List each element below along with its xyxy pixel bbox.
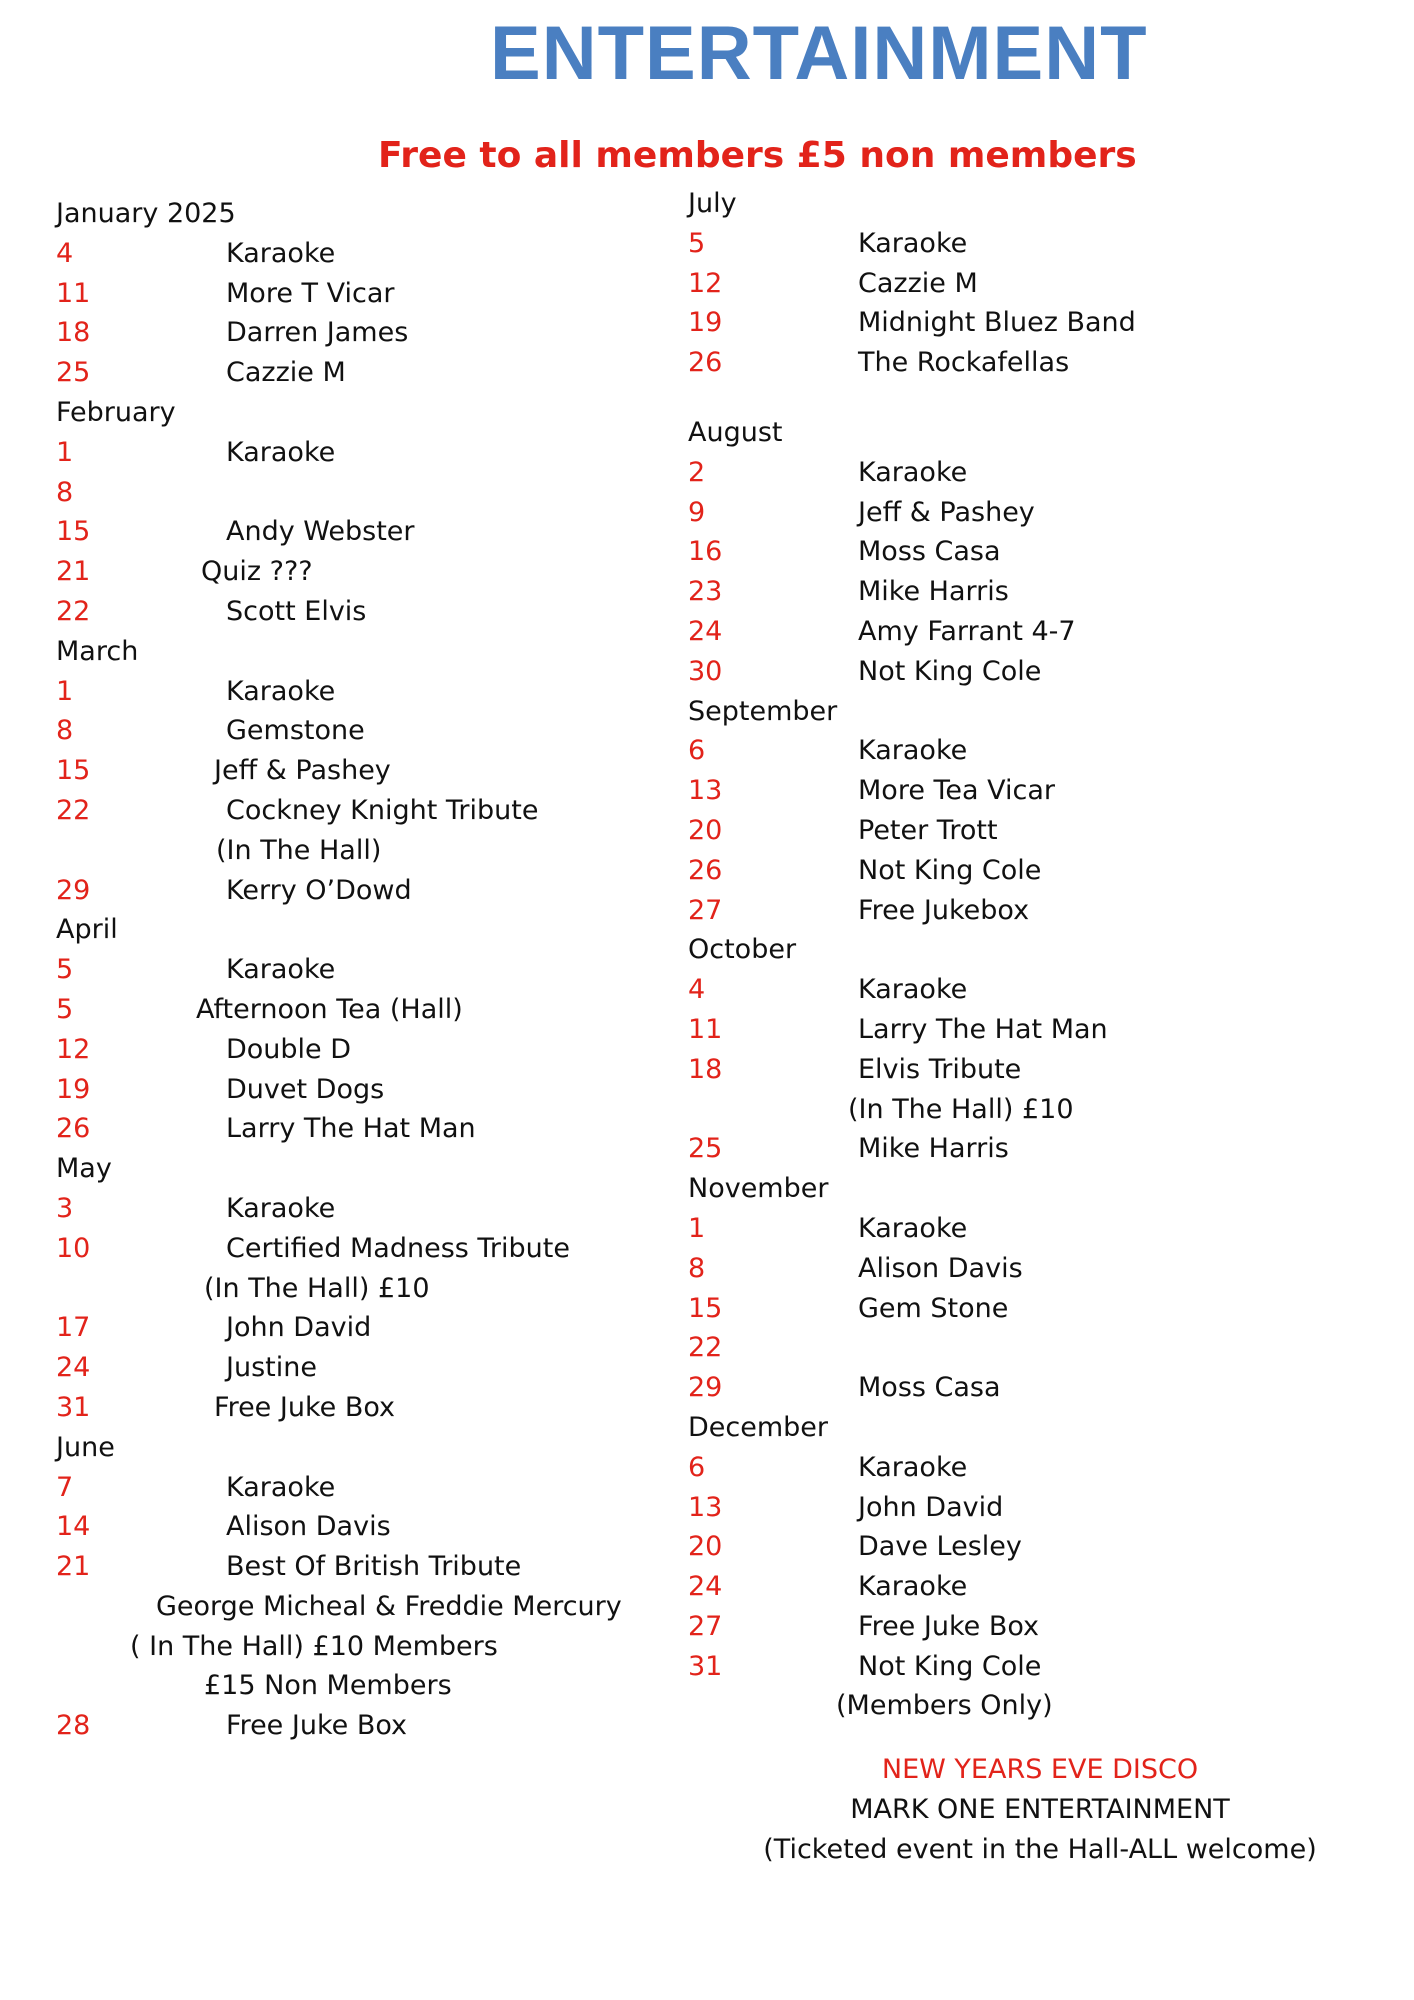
event-name: Cazzie M bbox=[226, 357, 346, 389]
event-day: 14 bbox=[56, 1511, 91, 1543]
event-name: Free Juke Box bbox=[226, 1710, 408, 1742]
month-heading: July bbox=[688, 188, 737, 219]
new-years-eve-notice bbox=[720, 1750, 1360, 1870]
event-day: 2 bbox=[688, 456, 706, 488]
schedule-entry bbox=[56, 711, 676, 751]
event-name: More T Vicar bbox=[226, 277, 395, 309]
schedule-entry bbox=[688, 1448, 1308, 1488]
event-name: John David bbox=[858, 1491, 1004, 1523]
pricing-subtitle: Free to all members £5 non members bbox=[378, 135, 1137, 176]
event-detail: George Micheal & Freddie Mercury bbox=[156, 1590, 622, 1622]
event-name: Alison Davis bbox=[858, 1252, 1023, 1284]
event-day: 16 bbox=[688, 536, 723, 568]
schedule-entry bbox=[56, 1030, 676, 1070]
event-day: 26 bbox=[688, 347, 723, 379]
event-day: 29 bbox=[56, 874, 91, 906]
month-heading: September bbox=[688, 695, 838, 727]
event-name: Karaoke bbox=[226, 1471, 336, 1503]
event-day: 28 bbox=[56, 1710, 91, 1742]
event-name: Free Jukebox bbox=[858, 894, 1030, 926]
month-heading: February bbox=[56, 396, 176, 428]
schedule-entry bbox=[56, 592, 676, 632]
schedule-entry bbox=[688, 532, 1308, 572]
event-day: 3 bbox=[56, 1192, 74, 1224]
event-name: Karaoke bbox=[858, 456, 968, 488]
section-spacer bbox=[688, 383, 1308, 413]
schedule-entry bbox=[688, 1249, 1308, 1289]
event-name: Karaoke bbox=[226, 436, 336, 468]
nye-entertainer: MARK ONE ENTERTAINMENT bbox=[850, 1794, 1230, 1825]
schedule-entry bbox=[688, 1368, 1308, 1408]
schedule-entry bbox=[56, 1468, 676, 1508]
schedule-entry bbox=[688, 811, 1308, 851]
event-day: 6 bbox=[688, 1451, 706, 1483]
schedule-entry bbox=[688, 453, 1308, 493]
event-name: Mike Harris bbox=[858, 576, 1009, 608]
schedule-entry bbox=[688, 343, 1308, 383]
event-day: 9 bbox=[688, 496, 706, 528]
event-detail: (In The Hall) £10 bbox=[848, 1093, 1074, 1125]
event-name: Scott Elvis bbox=[226, 595, 367, 627]
schedule-entry bbox=[688, 1527, 1308, 1567]
schedule-entry bbox=[688, 1010, 1308, 1050]
event-day: 8 bbox=[56, 715, 74, 747]
event-name: Darren James bbox=[226, 317, 409, 349]
event-day: 1 bbox=[688, 1212, 706, 1244]
event-day: 31 bbox=[688, 1650, 723, 1682]
event-name: Best Of British Tribute bbox=[226, 1551, 522, 1583]
schedule-entry bbox=[688, 771, 1308, 811]
schedule-entry bbox=[688, 612, 1308, 652]
event-day: 15 bbox=[688, 1292, 723, 1324]
nye-disco-title: NEW YEARS EVE DISCO bbox=[881, 1754, 1199, 1785]
schedule-entry bbox=[56, 1348, 676, 1388]
event-name: Cockney Knight Tribute bbox=[226, 794, 539, 826]
schedule-entry bbox=[56, 950, 676, 990]
schedule-entry bbox=[56, 512, 676, 552]
event-day: 13 bbox=[688, 775, 723, 807]
schedule-entry bbox=[56, 751, 676, 791]
event-day: 19 bbox=[56, 1073, 91, 1105]
event-day: 24 bbox=[688, 1571, 723, 1603]
event-name: Mike Harris bbox=[858, 1133, 1009, 1165]
event-day: 15 bbox=[56, 755, 91, 787]
event-day: 25 bbox=[56, 357, 91, 389]
event-name: Gem Stone bbox=[858, 1292, 1009, 1324]
event-day: 17 bbox=[56, 1312, 91, 1344]
schedule-entry bbox=[688, 851, 1308, 891]
event-day: 22 bbox=[56, 595, 91, 627]
event-name: Peter Trott bbox=[858, 814, 998, 846]
event-day: 18 bbox=[56, 317, 91, 349]
event-name: Not King Cole bbox=[858, 854, 1042, 886]
schedule-entry bbox=[688, 1129, 1308, 1169]
event-day: 21 bbox=[56, 1551, 91, 1583]
nye-ticket-note: (Ticketed event in the Hall-ALL welcome) bbox=[763, 1834, 1317, 1865]
event-name: Karaoke bbox=[858, 735, 968, 767]
event-day: 31 bbox=[56, 1391, 91, 1423]
event-name: Midnight Bluez Band bbox=[858, 307, 1136, 339]
event-name: Dave Lesley bbox=[858, 1531, 1022, 1563]
event-detail: (Members Only) bbox=[836, 1690, 1053, 1722]
schedule-entry bbox=[688, 652, 1308, 692]
schedule-entry bbox=[688, 731, 1308, 771]
schedule-entry bbox=[56, 1109, 676, 1149]
event-name: Not King Cole bbox=[858, 1650, 1042, 1682]
month-heading: June bbox=[56, 1431, 115, 1463]
schedule-entry bbox=[688, 264, 1308, 304]
event-name: Larry The Hat Man bbox=[858, 1013, 1108, 1045]
event-name: Duvet Dogs bbox=[226, 1073, 385, 1105]
event-day: 6 bbox=[688, 735, 706, 767]
schedule-entry bbox=[56, 1229, 676, 1269]
event-day: 30 bbox=[688, 655, 723, 687]
event-name: Alison Davis bbox=[226, 1511, 391, 1543]
event-name: Not King Cole bbox=[858, 655, 1042, 687]
event-day: 21 bbox=[56, 556, 91, 588]
schedule-entry bbox=[56, 313, 676, 353]
schedule-entry bbox=[56, 473, 676, 513]
event-day: 4 bbox=[56, 237, 74, 269]
schedule-entry bbox=[56, 1308, 676, 1348]
schedule-entry bbox=[56, 234, 676, 274]
month-heading: October bbox=[688, 934, 797, 966]
event-name: Karaoke bbox=[226, 237, 336, 269]
schedule-entry bbox=[56, 1507, 676, 1547]
schedule-entry bbox=[56, 871, 676, 911]
event-day: 26 bbox=[688, 854, 723, 886]
schedule-entry bbox=[688, 303, 1308, 343]
event-name: More Tea Vicar bbox=[858, 775, 1056, 807]
event-day: 26 bbox=[56, 1113, 91, 1145]
event-day: 19 bbox=[688, 307, 723, 339]
event-day: 29 bbox=[688, 1372, 723, 1404]
month-heading: May bbox=[56, 1153, 112, 1185]
event-name: Afternoon Tea (Hall) bbox=[196, 993, 463, 1025]
schedule-entry bbox=[688, 891, 1308, 931]
event-day: 4 bbox=[688, 974, 706, 1006]
event-name: Free Juke Box bbox=[214, 1391, 396, 1423]
event-name: Moss Casa bbox=[858, 536, 1001, 568]
event-day: 8 bbox=[688, 1252, 706, 1284]
month-heading: January 2025 bbox=[56, 198, 236, 229]
event-day: 18 bbox=[688, 1053, 723, 1085]
event-day: 5 bbox=[56, 954, 74, 986]
schedule-entry bbox=[688, 1050, 1308, 1090]
event-day: 10 bbox=[56, 1232, 91, 1264]
event-name: Quiz ??? bbox=[201, 556, 313, 588]
event-day: 27 bbox=[688, 1610, 723, 1642]
event-name: Gemstone bbox=[226, 715, 365, 747]
event-detail: (In The Hall) bbox=[216, 834, 382, 866]
month-heading: August bbox=[688, 416, 783, 448]
page-title: ENTERTAINMENT bbox=[490, 11, 1148, 96]
schedule-entry bbox=[688, 1488, 1308, 1528]
event-name: The Rockafellas bbox=[858, 347, 1070, 379]
event-day: 11 bbox=[56, 277, 91, 309]
schedule-right-column bbox=[688, 184, 1308, 1726]
schedule-entry bbox=[688, 1328, 1308, 1368]
event-day: 11 bbox=[688, 1013, 723, 1045]
schedule-entry bbox=[688, 493, 1308, 533]
event-name: Karaoke bbox=[858, 227, 968, 259]
schedule-left-column bbox=[56, 194, 676, 1746]
event-day: 13 bbox=[688, 1491, 723, 1523]
event-name: Larry The Hat Man bbox=[226, 1113, 476, 1145]
event-day: 12 bbox=[56, 1033, 91, 1065]
event-detail: ( In The Hall) £10 Members bbox=[130, 1630, 498, 1662]
month-heading: March bbox=[56, 635, 139, 667]
schedule-entry bbox=[56, 552, 676, 592]
schedule-entry bbox=[688, 572, 1308, 612]
event-name: Jeff & Pashey bbox=[214, 755, 391, 787]
month-heading: April bbox=[56, 914, 118, 946]
event-name: Elvis Tribute bbox=[858, 1053, 1022, 1085]
event-name: Amy Farrant 4-7 bbox=[858, 615, 1076, 647]
schedule-entry bbox=[56, 353, 676, 393]
schedule-entry bbox=[56, 1189, 676, 1229]
schedule-entry bbox=[56, 274, 676, 314]
schedule-entry bbox=[688, 1289, 1308, 1329]
event-day: 1 bbox=[56, 436, 74, 468]
event-detail: £15 Non Members bbox=[204, 1670, 452, 1702]
schedule-entry bbox=[56, 672, 676, 712]
event-day: 7 bbox=[56, 1471, 74, 1503]
event-name: Karaoke bbox=[858, 1212, 968, 1244]
event-day: 27 bbox=[688, 894, 723, 926]
event-name: Justine bbox=[226, 1352, 317, 1384]
event-day: 12 bbox=[688, 267, 723, 299]
event-name: Karaoke bbox=[858, 1571, 968, 1603]
event-day: 23 bbox=[688, 576, 723, 608]
event-name: Karaoke bbox=[858, 1451, 968, 1483]
event-name: Karaoke bbox=[226, 675, 336, 707]
event-name: Double D bbox=[226, 1033, 352, 1065]
month-heading: December bbox=[688, 1411, 829, 1443]
month-heading: November bbox=[688, 1173, 829, 1205]
event-name: Karaoke bbox=[226, 954, 336, 986]
schedule-entry bbox=[688, 970, 1308, 1010]
event-day: 24 bbox=[688, 615, 723, 647]
schedule-entry bbox=[56, 791, 676, 831]
event-name: John David bbox=[226, 1312, 372, 1344]
event-detail: (In The Hall) £10 bbox=[204, 1272, 430, 1304]
schedule-entry bbox=[688, 1209, 1308, 1249]
event-name: Jeff & Pashey bbox=[858, 496, 1035, 528]
schedule-entry bbox=[56, 990, 676, 1030]
event-day: 5 bbox=[56, 993, 74, 1025]
schedule-entry bbox=[56, 433, 676, 473]
event-day: 8 bbox=[56, 476, 74, 508]
event-day: 15 bbox=[56, 516, 91, 548]
event-name: Karaoke bbox=[226, 1192, 336, 1224]
event-day: 22 bbox=[688, 1332, 723, 1364]
event-day: 25 bbox=[688, 1133, 723, 1165]
event-name: Karaoke bbox=[858, 974, 968, 1006]
event-day: 22 bbox=[56, 794, 91, 826]
event-name: Kerry O’Dowd bbox=[226, 874, 412, 906]
schedule-entry bbox=[56, 1547, 676, 1587]
schedule-entry bbox=[56, 1706, 676, 1746]
event-name: Moss Casa bbox=[858, 1372, 1001, 1404]
event-day: 20 bbox=[688, 814, 723, 846]
schedule-entry bbox=[56, 1070, 676, 1110]
event-name: Andy Webster bbox=[226, 516, 415, 548]
event-day: 24 bbox=[56, 1352, 91, 1384]
schedule-entry bbox=[688, 1647, 1308, 1687]
schedule-entry bbox=[688, 1607, 1308, 1647]
schedule-entry bbox=[688, 1567, 1308, 1607]
event-name: Certified Madness Tribute bbox=[226, 1232, 570, 1264]
event-name: Cazzie M bbox=[858, 267, 978, 299]
event-day: 5 bbox=[688, 227, 706, 259]
schedule-entry bbox=[688, 224, 1308, 264]
event-day: 20 bbox=[688, 1531, 723, 1563]
event-name: Free Juke Box bbox=[858, 1610, 1040, 1642]
schedule-entry bbox=[56, 1388, 676, 1428]
event-day: 1 bbox=[56, 675, 74, 707]
